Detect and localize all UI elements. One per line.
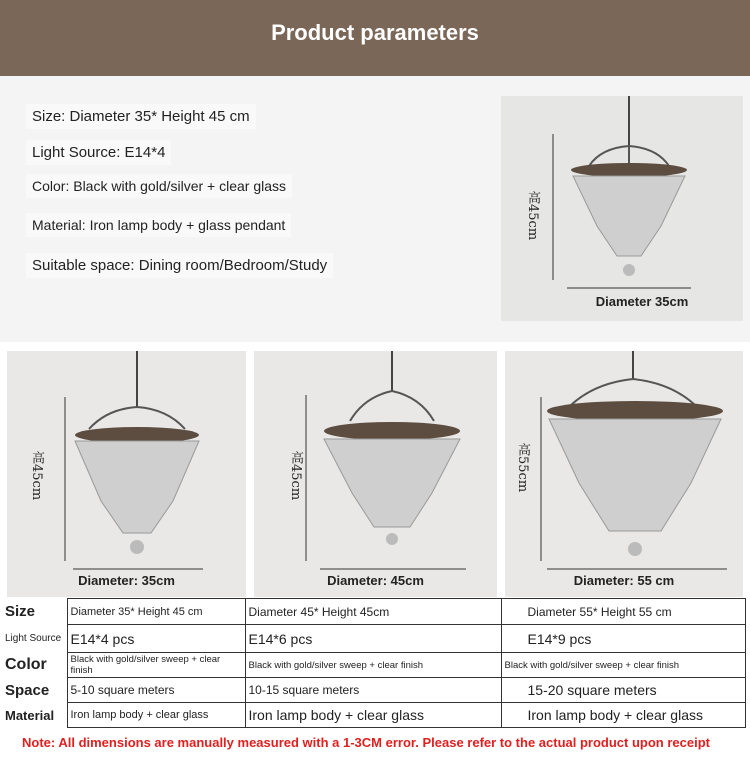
variant-diameter-label: Diameter: 55 cm [573,573,675,588]
main-product-photo [501,96,743,321]
table-cell: Diameter 35* Height 45 cm [67,599,245,625]
spec-table [5,598,746,728]
table-cell: 10-15 square meters [245,678,501,703]
row-label: Color [5,656,47,673]
table-row [5,599,745,625]
table-cell: 15-20 square meters [501,678,745,703]
table-cell: Black with gold/silver sweep + clear finish [245,653,501,678]
variant-height-label: 高45cm [288,451,303,501]
variant-photo-45 [254,351,497,597]
table-cell: Diameter 45* Height 45cm [245,599,501,625]
table-cell: E14*6 pcs [245,625,501,653]
table-cell: Black with gold/silver sweep + clear finish [67,653,245,678]
page-title: Product parameters [271,20,479,45]
param-light-source: Light Source: E14*4 [26,140,171,165]
table-cell: Diameter 55* Height 55 cm [501,599,745,625]
table-row [5,625,745,653]
variant-height-label: 高45cm [29,451,44,501]
param-material: Material: Iron lamp body + glass pendant [26,213,291,237]
row-label: Size [5,603,36,620]
table-cell: 5-10 square meters [67,678,245,703]
table-cell: Iron lamp body + clear glass [501,703,745,728]
table-cell: E14*4 pcs [67,625,245,653]
main-diameter-label: Diameter 35cm [595,294,689,309]
row-label: Space [5,681,50,699]
table-row [5,653,745,678]
variant-diameter-label: Diameter: 45cm [327,573,424,588]
measurement-note: Note: All dimensions are manually measured with a 1-3CM error. Please refer to the actual product upon receipt [22,735,710,750]
row-label: Material [5,707,55,723]
param-size: Size: Diameter 35* Height 45 cm [26,104,256,129]
chandelier-illustration [505,351,743,597]
table-cell: Black with gold/silver sweep + clear finish [501,653,745,678]
variant-photo-55 [505,351,743,597]
table-row [5,703,745,728]
table-row [5,678,745,703]
variant-photo-35 [7,351,246,597]
table-cell: Iron lamp body + clear glass [67,703,245,728]
table-cell: E14*9 pcs [501,625,745,653]
table-cell: Iron lamp body + clear glass [245,703,501,728]
param-color: Color: Black with gold/silver + clear glass [26,174,292,198]
row-label: Light Source [5,633,62,644]
variant-height-label: 高55cm [515,443,530,493]
param-space: Suitable space: Dining room/Bedroom/Study [26,253,333,278]
header-banner [0,0,750,76]
variant-diameter-label: Diameter: 35cm [78,573,175,588]
main-height-label: 高45cm [525,191,540,241]
